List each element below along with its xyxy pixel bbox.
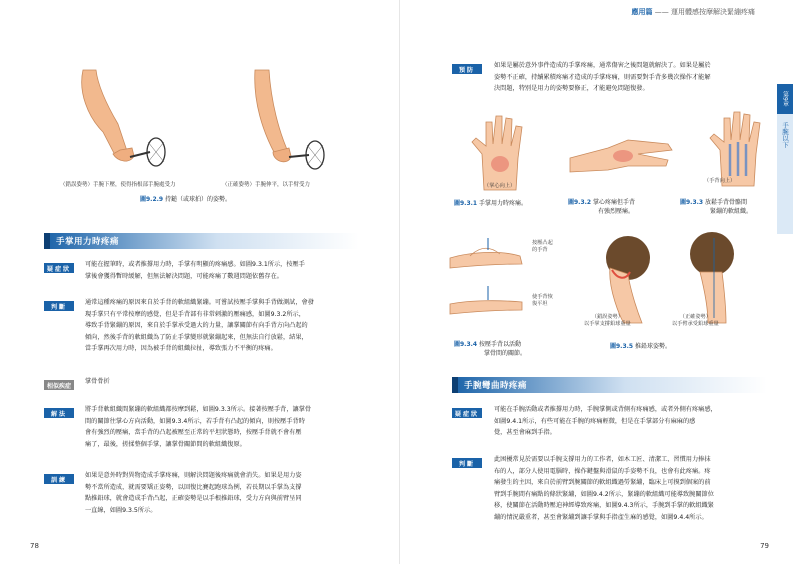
section-header-wrist-pain	[452, 377, 767, 393]
text-line: 繃的情況嚴重者，甚至會緊繃到讓手掌與手指產生麻的感覺，如圖9.4.4所示。	[494, 513, 708, 521]
text-line: 勢不當所造成，就需要矯正姿勢，以回復比賽起跑球為例，若長期以手掌為支撐	[85, 483, 302, 491]
text-line: 如果是屬於意外事件造成的手掌疼痛，通常傷害之後問題就解決了。如果是屬於	[494, 62, 711, 69]
caption-line: 以手臂承受鉛球重量	[672, 321, 719, 327]
shot-put-wrong-illustration	[590, 228, 660, 323]
similar-conditions-paragraph	[85, 376, 370, 388]
shot-put-correct-caption	[672, 314, 719, 328]
wrong-posture-arm-illustration	[58, 62, 178, 172]
header-title: 運用體感按摩解決緊繃疼痛	[671, 8, 755, 16]
figure-title-text: 推鉛球姿勢。	[635, 343, 672, 350]
fig-9-2-9-title	[140, 194, 231, 203]
label-symptom: 疑症狀	[44, 263, 74, 273]
figure-title-line: 放鬆手背骨骼間	[705, 199, 748, 206]
symptom-paragraph	[85, 259, 370, 282]
running-header	[632, 7, 755, 17]
figure-title-line: 掌骨間的關節。	[484, 350, 527, 357]
fig-9-3-1-title	[454, 198, 527, 207]
text-line: 會有強烈的壓痛，當手背的凸起被壓至正常的平坦狀態時，按壓手背就不會有壓	[85, 429, 302, 436]
header-section: 應用篇	[631, 8, 653, 16]
text-line: 痛了，最後，搓揉整個手掌，讓掌骨關節間的軟組織復原。	[85, 440, 246, 448]
label-similar-conditions: 相似疾症	[44, 380, 74, 390]
text-line: 一直線，如圖9.3.5所示。	[85, 506, 157, 514]
wrist-diagnosis-paragraph	[494, 454, 769, 523]
label-symptom: 疑症狀	[452, 408, 482, 418]
text-line: 布的人，部分人使用電腦時，操作鍵盤與滑鼠的手姿勢不良，也會有此疼痛。疼	[494, 467, 711, 475]
label-diagnosis: 判斷	[452, 458, 482, 468]
hand-back-up-label: （手背向上）	[704, 178, 736, 184]
palm-up-label: （掌心向上）	[484, 183, 516, 189]
fig-9-2-9-caption-correct: （正確姿勢）手腕伸平，以手臂受力	[222, 182, 311, 188]
palm-up-hand-illustration	[462, 112, 542, 192]
solution-paragraph	[85, 404, 370, 450]
figure-title-line: 掌心疼痛但手背	[593, 199, 636, 206]
chapter-number-tab: 第9章	[777, 84, 793, 114]
text-line: 決問題，特別是用力的姿勢要修正，才能避免問題復發。	[494, 85, 649, 92]
caption-line: 以手掌支撐鉛球重量	[584, 321, 631, 327]
text-line: 點推鉛球，就會造成手背凸起，正確姿勢是以手根推鉛球，受力方向與前臂呈同	[85, 495, 302, 502]
text-line: 將手背軟組織間緊繃的軟組織都按摩到鬆，如圖9.3.3所示。接著按壓手背，讓掌骨	[85, 406, 312, 413]
label-diagnosis: 判斷	[44, 301, 74, 311]
text-line: 如果是意外時對異物造成手掌疼痛，則解決問題後疼痛就會消失。如果是用力姿	[85, 472, 302, 479]
page-number-left: 78	[30, 542, 39, 550]
text-line: 移，使關節在活動時壓迫神經導致疼痛，如圖9.4.3所示，手腕到手掌的軟組織緊	[494, 502, 714, 509]
prevention-paragraph	[494, 60, 764, 95]
fig-9-3-2-title	[568, 198, 635, 216]
fig-9-3-4-title	[454, 340, 526, 358]
text-line: 可能在手腕活動或者推撐用力時，手腕掌側或背側有疼痛感，或者外側有疼痛感，	[494, 406, 717, 413]
section-title: 手掌用力時疼痛	[56, 237, 120, 247]
figure-title-line: 有強烈壓痛。	[598, 208, 635, 215]
text-line: 通常這種疼痛的原因來自於手背的軟組織緊繃。可嘗試按壓手掌與手背做測試，會發	[85, 299, 314, 306]
press-back-of-hand-illustration	[450, 238, 525, 328]
press-bulge-label	[532, 240, 553, 254]
text-line: 間的關節往掌心方向活動，如圖9.3.4所示，若手背有凸起的傾向，則按壓手背時	[85, 417, 305, 425]
figure-title-line: 緊繃的軟組織。	[710, 208, 753, 215]
page-number-right: 79	[760, 542, 769, 550]
text-line: 現手掌只有平常按摩的感覺，但是手背部有非常刺激的壓痛感，如圖9.3.2所示，	[85, 310, 305, 318]
figure-number: 圖9.2.9	[140, 196, 164, 203]
shot-put-correct-illustration	[682, 228, 752, 323]
caption-line: （錯誤姿勢）	[591, 314, 623, 320]
figure-number: 圖9.3.4	[454, 341, 478, 348]
right-page	[400, 0, 799, 564]
restore-flat-label	[532, 294, 553, 308]
text-line: 掌骨骨折	[85, 378, 110, 385]
shot-put-wrong-caption	[584, 314, 631, 328]
left-page	[0, 0, 399, 564]
correct-posture-arm-illustration	[235, 62, 345, 172]
text-line: 如圖9.4.1所示，有些可能在手腕的疼痛輕微，但是在手掌部分有麻麻的感	[494, 417, 696, 425]
figure-title-text: 手掌用力時疼痛。	[479, 200, 528, 207]
text-line: 痛發生的主因，來自於前臂到腕關節的軟組織過勞緊繃，臨床上可摸到個案的前	[494, 479, 711, 486]
section-marker	[452, 377, 458, 393]
figure-number: 圖9.3.5	[610, 343, 634, 350]
text-line: 掌後會獲得暫時緩解，但無法解決問題，可能疼痛了數週問題依舊存在。	[85, 272, 283, 280]
caption-line: （正確姿勢）	[679, 314, 711, 320]
text-line: 當手掌再次用力時，因為被手背的組織拉扯，導致張力不平衡的疼痛。	[85, 345, 277, 352]
figure-title-line: 按壓手背以活動	[479, 341, 522, 348]
label-solution: 解法	[44, 408, 74, 418]
text-line: 臂到手腕間有痛點的條狀緊繃，如圖9.4.2所示，緊繃的軟組織可能導致腕關節位	[494, 490, 714, 498]
diagnosis-paragraph	[85, 297, 370, 355]
header-dash: ——	[654, 8, 669, 16]
text-line: 傾向，然後手背的軟組織為了防止手掌變形就緊繃起來，但無法自行放鬆，結果，	[85, 333, 308, 341]
text-line: 姿勢不正確，持續累積疼痛才造成的手掌疼痛，則需要對手背多幾次操作才能解	[494, 73, 711, 81]
hand-back-massage-illustration	[700, 108, 780, 188]
text-line: 覺，甚至會麻到手指。	[494, 429, 556, 436]
wrist-symptom-paragraph	[494, 404, 769, 439]
figure-number: 圖9.3.1	[454, 200, 478, 207]
section-marker	[44, 233, 50, 249]
label-line: 按壓凸起	[532, 240, 553, 246]
label-line: 復平坦	[532, 301, 548, 307]
label-training: 訓練	[44, 474, 74, 484]
section-header-palm-pain	[44, 233, 359, 249]
text-line: 導致手背緊繃的原因，來自於手掌承受過大的力量，讓掌關節有向手背方向凸起的	[85, 322, 308, 329]
training-paragraph	[85, 470, 370, 516]
text-line: 此困擾常見於需要以手腕支撐用力的工作者，如木工匠、清潔工、習慣用力捧抹	[494, 456, 711, 463]
fig-9-3-3-title	[680, 198, 752, 216]
section-title: 手腕彎曲時疼痛	[464, 381, 528, 391]
text-line: 可能在握筆時，或者推撐用力時，手掌有明顯的疼痛感。如圖9.3.1所示，按壓手	[85, 261, 305, 268]
label-line: 使手背恢	[532, 294, 553, 300]
label-line: 的手背	[532, 247, 548, 253]
fig-9-3-5-title	[610, 341, 671, 350]
label-prevention: 預防	[452, 64, 482, 74]
figure-number: 圖9.3.3	[680, 199, 704, 206]
fig-9-2-9-caption-wrong: （錯誤姿勢）手腕下壓，使得指根部手腕處受力	[60, 182, 176, 188]
figure-number: 圖9.3.2	[568, 199, 592, 206]
hand-back-tender-illustration	[568, 120, 678, 180]
chapter-topic-tab: 手腕以下	[781, 122, 789, 148]
figure-title-text: 持鎚（或球拍）的姿勢。	[165, 196, 232, 203]
